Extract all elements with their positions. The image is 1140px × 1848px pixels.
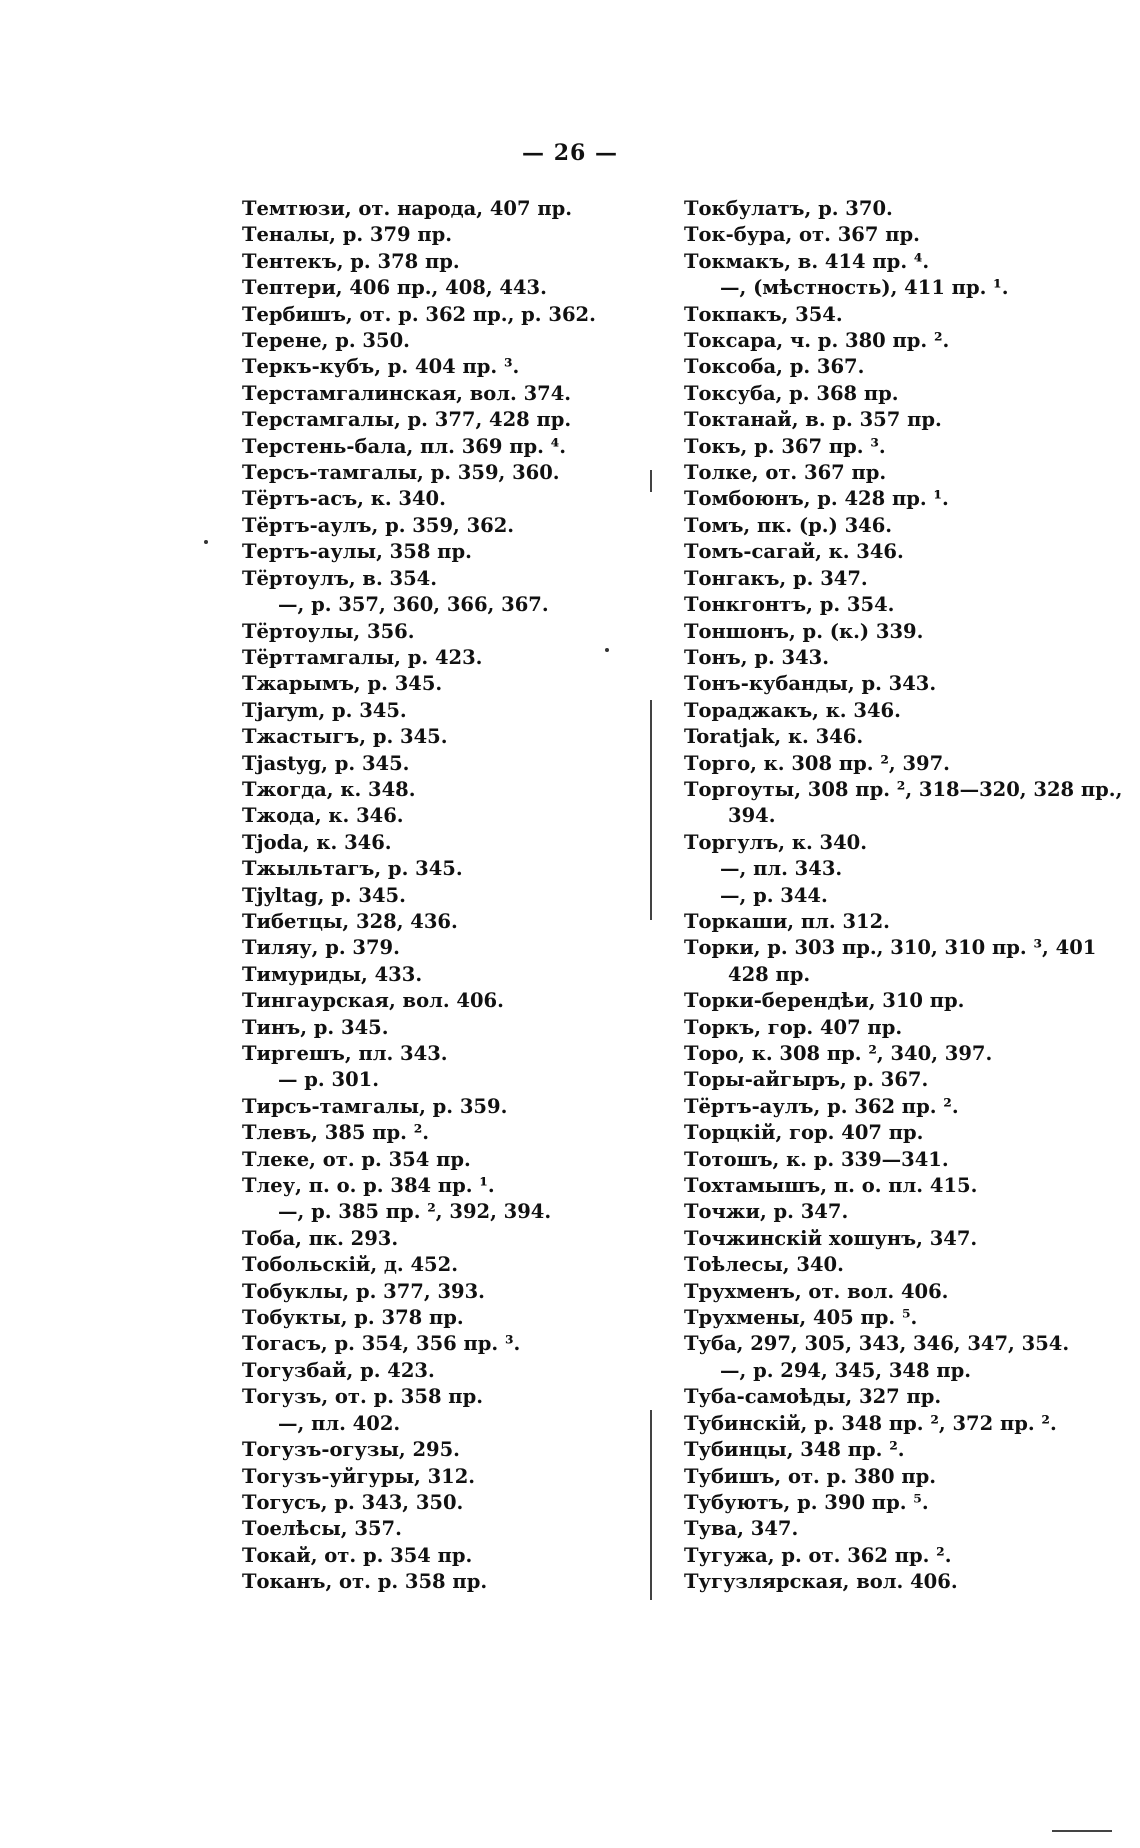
index-entry: Тлеке, от. р. 354 пр. [242,1147,471,1171]
index-entry: Токанъ, от. р. 358 пр. [242,1570,488,1594]
index-entry: —, р. 385 пр. ², 392, 394. [278,1200,552,1224]
index-entry: Токмакъ, в. 414 пр. ⁴. [684,249,930,273]
index-entry: —, пл. 343. [720,857,843,881]
index-entry: Тонъ-кубанды, р. 343. [684,672,937,696]
index-entry: Тжарымъ, р. 345. [242,672,443,696]
index-entry: Тубинскій, р. 348 пр. ², 372 пр. ². [684,1411,1057,1435]
index-entry: Tjarym, р. 345. [242,698,407,722]
index-entry: Тубишъ, от. р. 380 пр. [684,1464,937,1488]
index-entry: Tjyltag, р. 345. [242,883,406,907]
index-entry: Тоба, пк. 293. [242,1226,399,1250]
index-entry: Тобуклы, р. 377, 393. [242,1279,485,1303]
index-entry: Тогузбай, р. 423. [242,1358,435,1382]
index-entry: —, р. 357, 360, 366, 367. [278,593,549,617]
bottom-rule [1052,1830,1112,1832]
index-entry: Торы-айгыръ, р. 367. [684,1068,929,1092]
index-entry: —, пл. 402. [278,1411,401,1435]
index-entry: Терене, р. 350. [242,329,410,353]
index-entry: Тогузъ-огузы, 295. [242,1438,460,1462]
index-entry: Тонъ, р. 343. [684,645,830,669]
index-entry: Тобольскій, д. 452. [242,1253,458,1277]
index-entry: Тугужа, р. от. 362 пр. ². [684,1543,952,1567]
index-column-right [684,196,1123,1596]
index-entry: Тораджакъ, к. 346. [684,698,901,722]
index-entry: Тогусъ, р. 343, 350. [242,1490,464,1514]
index-entry: Тёртоулъ, в. 354. [242,566,438,590]
index-entry: Терстамгалинская, вол. 374. [242,381,572,405]
index-entry: Тёртъ-аулъ, р. 362 пр. ². [684,1094,959,1118]
index-entry: Терстень-бала, пл. 369 пр. ⁴. [242,434,567,458]
index-entry: Торки, р. 303 пр., 310, 310 пр. ³, 401 [684,936,1097,960]
index-entry: Тинъ, р. 345. [242,1015,389,1039]
index-entry: Торгулъ, к. 340. [684,830,868,854]
index-entry: Тёртоулы, 356. [242,619,415,643]
index-entry: Токсоба, р. 367. [684,355,865,379]
index-entry: Тжыльтагъ, р. 345. [242,857,463,881]
index-entry: Теркъ-кубъ, р. 404 пр. ³. [242,355,520,379]
index-entry: Томбоюнъ, р. 428 пр. ¹. [684,487,949,511]
index-entry: Токсуба, р. 368 пр. [684,381,899,405]
index-entry: Тентекъ, р. 378 пр. [242,249,460,273]
index-entry: Тёртъ-асъ, к. 340. [242,487,446,511]
index-entry: Точжи, р. 347. [684,1200,849,1224]
index-entry: Тогасъ, р. 354, 356 пр. ³. [242,1332,521,1356]
index-entry: Ток-бура, от. 367 пр. [684,223,920,247]
index-entry: Торцкій, гор. 407 пр. [684,1121,924,1145]
index-entry: Toratjak, к. 346. [684,725,864,749]
index-entry: Тиргешъ, пл. 343. [242,1042,448,1065]
index-entry: Тжода, к. 346. [242,804,404,828]
index-entry: Тжастыгъ, р. 345. [242,725,448,749]
index-entry: Трухменъ, от. вол. 406. [684,1279,949,1303]
index-entry: 428 пр. [728,962,811,986]
index-entry: Тогузъ, от. р. 358 пр. [242,1385,483,1409]
index-entry: Торгоуты, 308 пр. ², 318—320, 328 пр., [684,777,1123,801]
index-entry: Точжинскій хошунъ, 347. [684,1226,978,1250]
index-entry: Томъ, пк. (р.) 346. [684,513,893,537]
index-entry: Тоншонъ, р. (к.) 339. [684,619,924,643]
index-entry: Терстамгалы, р. 377, 428 пр. [242,408,572,432]
index-entry: Токпакъ, 354. [684,302,843,326]
index-entry: Тибетцы, 328, 436. [242,909,458,933]
index-entry: Тугузлярская, вол. 406. [684,1570,958,1594]
index-entry: Тлеу, п. о. р. 384 пр. ¹. [242,1174,495,1198]
index-entry: Токай, от. р. 354 пр. [242,1543,473,1567]
index-entry: Тирсъ-тамгалы, р. 359. [242,1094,508,1118]
index-entry: Трухмены, 405 пр. ⁵. [684,1306,918,1330]
page-number: — 26 — [522,140,618,166]
index-entry: Тертъ-аулы, 358 пр. [242,540,472,564]
index-entry: — р. 301. [278,1068,379,1092]
index-entry: Тотошъ, к. р. 339—341. [684,1147,949,1171]
index-entry: Tjastyg, р. 345. [242,751,410,775]
index-entry: Теналы, р. 379 пр. [242,223,453,247]
index-entry: Тува, 347. [684,1517,799,1541]
index-entry: Туба, 297, 305, 343, 346, 347, 354. [684,1332,1070,1356]
print-speck [204,540,208,544]
index-entry: Тубинцы, 348 пр. ². [684,1438,905,1462]
index-entry: —, р. 294, 345, 348 пр. [720,1358,972,1382]
index-entry: Тингаурская, вол. 406. [242,989,504,1013]
index-entry: Туба-самоѣды, 327 пр. [684,1385,942,1409]
index-entry: Tjoda, к. 346. [242,830,392,854]
index-entry: Тжогда, к. 348. [242,777,416,801]
index-entry: Тербишъ, от. р. 362 пр., р. 362. [242,302,596,326]
index-entry: Толке, от. 367 пр. [684,461,887,485]
index-entry: Торо, к. 308 пр. ², 340, 397. [684,1042,993,1065]
index-entry: Тоѣлесы, 340. [684,1253,844,1277]
index-entry: Токтанай, в. р. 357 пр. [684,408,942,432]
index-entry: Тоелѣсы, 357. [242,1517,402,1541]
index-entry: Тубуютъ, р. 390 пр. ⁵. [684,1490,929,1514]
index-entry: Торки-берендѣи, 310 пр. [684,989,965,1013]
index-entry: Тонкгонтъ, р. 354. [684,593,895,617]
index-entry: Тимуриды, 433. [242,962,423,986]
index-entry: —, р. 344. [720,883,828,907]
column-divider [650,700,652,920]
column-divider [650,470,652,492]
index-entry: —, (мѣстность), 411 пр. ¹. [720,276,1009,300]
index-entry: Тёрттамгалы, р. 423. [242,645,483,669]
index-entry: Торкаши, пл. 312. [684,909,890,933]
index-entry: Токсара, ч. р. 380 пр. ². [684,329,950,353]
index-entry: Темтюзи, от. народа, 407 пр. [242,197,573,220]
index-entry: Торкъ, гор. 407 пр. [684,1015,903,1039]
index-entry: Тохтамышъ, п. о. пл. 415. [684,1174,978,1198]
index-entry: Тлевъ, 385 пр. ². [242,1121,430,1145]
index-entry: Тобукты, р. 378 пр. [242,1306,464,1330]
index-entry: Тёртъ-аулъ, р. 359, 362. [242,513,515,537]
index-entry: 394. [728,804,776,828]
index-entry: Токбулатъ, р. 370. [684,197,893,220]
index-entry: Томъ-сагай, к. 346. [684,540,904,564]
index-entry: Терсъ-тамгалы, р. 359, 360. [242,461,560,485]
index-column-left [242,196,642,1596]
index-entry: Торго, к. 308 пр. ², 397. [684,751,950,775]
index-entry: Тогузъ-уйгуры, 312. [242,1464,476,1488]
index-entry: Тонгакъ, р. 347. [684,566,868,590]
column-divider [650,1410,652,1600]
index-entry: Токъ, р. 367 пр. ³. [684,434,886,458]
index-entry: Тиляу, р. 379. [242,936,400,960]
index-entry: Тептери, 406 пр., 408, 443. [242,276,547,300]
print-speck [605,648,609,652]
